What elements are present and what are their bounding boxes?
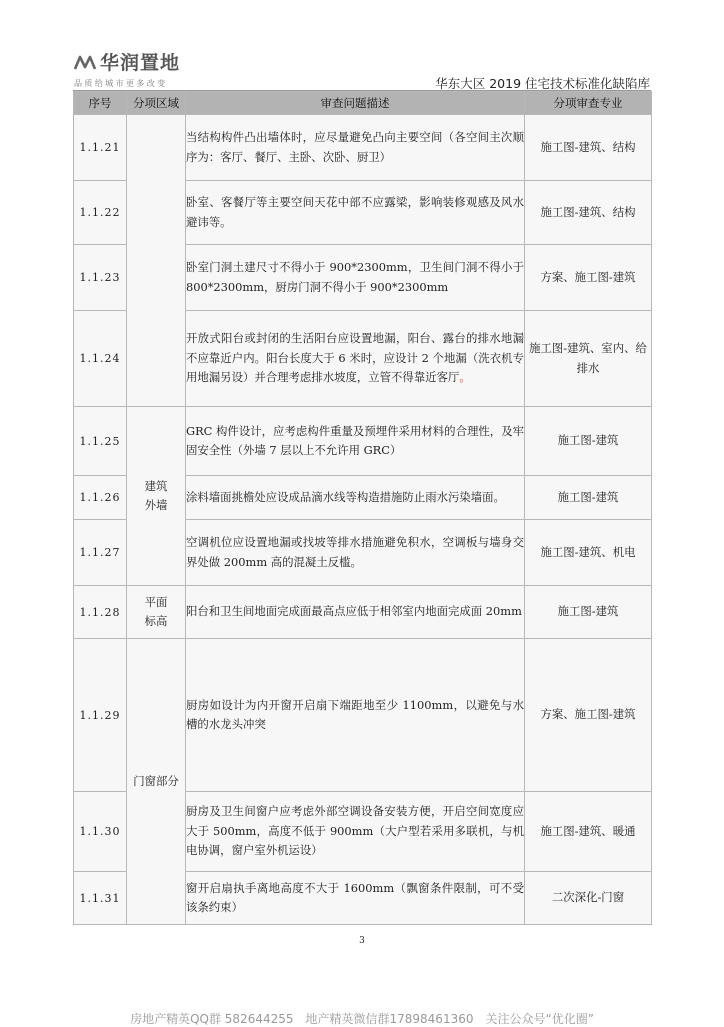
row-discipline: 施工图-建筑 <box>525 586 652 639</box>
row-area-label: 门窗部分 <box>133 774 179 788</box>
row-discipline: 施工图-建筑 <box>525 476 652 520</box>
page-number: 3 <box>359 936 365 946</box>
row-number: 1.1.21 <box>74 115 127 181</box>
row-description: 涂料墙面挑檐处应设成品滴水线等构造措施防止雨水污染墙面。 <box>186 476 525 520</box>
row-description: 卧室门洞土建尺寸不得小于 900*2300mm，卫生间门洞不得小于 800*2300mm，厨房门洞不得小于 900*2300mm <box>186 245 525 311</box>
row-number: 1.1.24 <box>74 311 127 407</box>
row-description <box>186 311 525 407</box>
row-area <box>127 639 186 925</box>
table-row <box>74 586 652 639</box>
column-header-no: 序号 <box>74 92 127 115</box>
row-discipline: 方案、施工图-建筑 <box>525 245 652 311</box>
row-description: 阳台和卫生间地面完成面最高点应低于相邻室内地面完成面 20mm <box>186 586 525 639</box>
row-discipline: 施工图-建筑、暖通 <box>525 792 652 872</box>
row-description: 窗开启扇执手离地高度不大于 1600mm（飘窗条件限制，可不受该条约束） <box>186 872 525 925</box>
brand-name: 华润置地 <box>100 52 181 74</box>
brand-slogan: 品质给城市更多改变 <box>74 79 168 88</box>
row-description: 空调机位应设置地漏或找坡等排水措施避免积水，空调板与墙身交界处做 200mm 高的混凝土反槛。 <box>186 520 525 586</box>
row-discipline: 施工图-建筑、结构 <box>525 115 652 181</box>
row-discipline: 施工图-建筑、机电 <box>525 520 652 586</box>
row-area <box>127 586 186 639</box>
table-row <box>74 639 652 792</box>
row-discipline: 二次深化-门窗 <box>525 872 652 925</box>
row-description: 卧室、客餐厅等主要空间天花中部不应露梁，影响装修观感及风水避讳等。 <box>186 181 525 245</box>
row-description: 厨房如设计为内开窗开启扇下端距地至少 1100mm，以避免与水槽的水龙头冲突 <box>186 639 525 792</box>
column-header-description: 审查问题描述 <box>186 92 525 115</box>
row-area-label: 建筑外墙 <box>144 479 168 512</box>
row-discipline: 施工图-建筑、室内、给排水 <box>525 311 652 407</box>
row-number: 1.1.28 <box>74 586 127 639</box>
column-header-discipline: 分项审查专业 <box>525 92 652 115</box>
row-number: 1.1.29 <box>74 639 127 792</box>
row-number: 1.1.22 <box>74 181 127 245</box>
table-row <box>74 407 652 476</box>
brand-logo <box>74 48 180 89</box>
row-number: 1.1.23 <box>74 245 127 311</box>
document-title: 华东大区 2019 住宅技术标准化缺陷库 <box>435 76 650 91</box>
row-description: GRC 构件设计，应考虑构件重量及预埋件采用材料的合理性，及牢固安全性（外墙 7 层以上不允许用 GRC） <box>186 407 525 476</box>
row-description-mark: 。 <box>459 370 471 385</box>
row-description: 厨房及卫生间窗户应考虑外部空调设备安装方便，开启空间宽度应大于 500mm，高度不低于 900mm（大户型若采用多联机，与机电协调，窗户室外机运设） <box>186 792 525 872</box>
row-area-label: 平面标高 <box>144 595 168 628</box>
row-number: 1.1.27 <box>74 520 127 586</box>
row-number: 1.1.31 <box>74 872 127 925</box>
column-header-area: 分项区域 <box>127 92 186 115</box>
row-description: 当结构构件凸出墙体时，应尽量避免凸向主要空间（各空间主次顺序为：客厅、餐厅、主卧、次卧、厨卫） <box>186 115 525 181</box>
row-area-empty <box>127 115 186 407</box>
row-number: 1.1.26 <box>74 476 127 520</box>
row-discipline: 施工图-建筑 <box>525 407 652 476</box>
table-header-row <box>74 92 652 115</box>
row-description-text: 开放式阳台或封闭的生活阳台应设置地漏，阳台、露台的排水地漏不应靠近户内。阳台长度大于 6 米时，应设计 2 个地漏（洗衣机专用地漏另设）并合理考虑排水坡度，立管不得靠近客厅 <box>186 331 524 385</box>
footer-watermark-text: 房地产精英QQ群 582644255 地产精英微信群17898461360 关注公众号“优化圈” <box>130 1012 594 1026</box>
row-discipline: 方案、施工图-建筑 <box>525 639 652 792</box>
row-discipline: 施工图-建筑、结构 <box>525 181 652 245</box>
row-number: 1.1.25 <box>74 407 127 476</box>
defect-table <box>73 91 652 925</box>
table-row <box>74 115 652 181</box>
brand-mark-icon <box>74 53 96 71</box>
row-area <box>127 407 186 586</box>
row-number: 1.1.30 <box>74 792 127 872</box>
